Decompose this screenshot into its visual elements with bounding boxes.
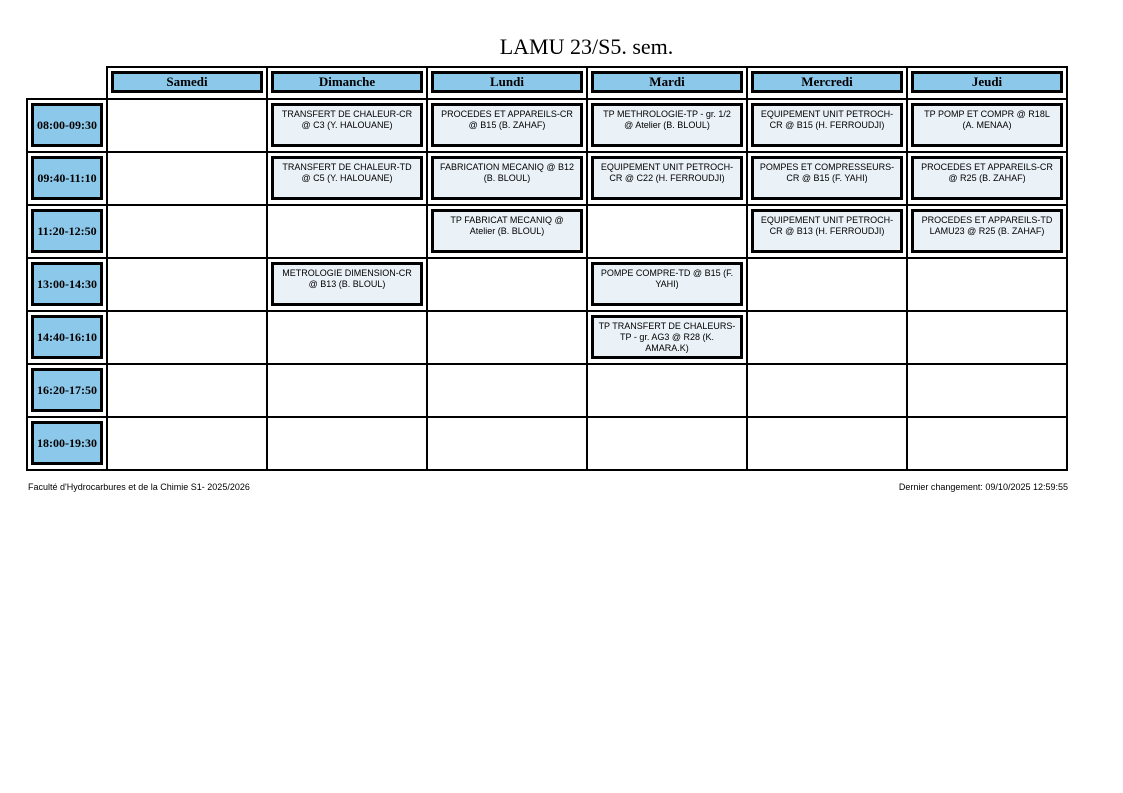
schedule-cell xyxy=(587,311,747,364)
course-block: PROCEDES ET APPAREILS-CR @ B15 (B. ZAHAF) xyxy=(431,103,583,147)
schedule-cell xyxy=(907,258,1067,311)
time-slot-label: 09:40-11:10 xyxy=(31,156,103,200)
schedule-cell xyxy=(427,99,587,152)
schedule-cell xyxy=(427,311,587,364)
time-slot-row xyxy=(27,364,1067,417)
schedule-cell xyxy=(267,99,427,152)
schedule-cell xyxy=(267,311,427,364)
schedule-cell xyxy=(747,99,907,152)
schedule-cell xyxy=(907,417,1067,470)
schedule-cell xyxy=(587,205,747,258)
course-block: EQUIPEMENT UNIT PETROCH-CR @ B13 (H. FERROUDJI) xyxy=(751,209,903,253)
time-slot-label: 11:20-12:50 xyxy=(31,209,103,253)
schedule-cell xyxy=(747,258,907,311)
schedule-cell xyxy=(267,205,427,258)
time-slot-row xyxy=(27,258,1067,311)
day-header-row xyxy=(27,67,1067,99)
schedule-cell xyxy=(587,258,747,311)
schedule-cell xyxy=(587,99,747,152)
day-column-mardi xyxy=(587,67,747,99)
schedule-cell xyxy=(747,205,907,258)
day-header: Lundi xyxy=(431,71,583,93)
footer-faculty: Faculté d'Hydrocarbures et de la Chimie S1- 2025/2026 xyxy=(28,482,250,492)
time-slot-row xyxy=(27,99,1067,152)
time-slot-label: 18:00-19:30 xyxy=(31,421,103,465)
course-block: TP TRANSFERT DE CHALEURS-TP - gr. AG3 @ R28 (K. AMARA.K) xyxy=(591,315,743,359)
schedule-cell xyxy=(267,258,427,311)
course-block: TP POMP ET COMPR @ R18L (A. MENAA) xyxy=(911,103,1063,147)
time-slot-row xyxy=(27,311,1067,364)
course-block: TP FABRICAT MECANIQ @ Atelier (B. BLOUL) xyxy=(431,209,583,253)
schedule-cell xyxy=(747,417,907,470)
schedule-cell xyxy=(587,364,747,417)
time-cell xyxy=(27,258,107,311)
time-slot-row xyxy=(27,205,1067,258)
schedule-cell xyxy=(747,152,907,205)
schedule-cell xyxy=(747,311,907,364)
schedule-cell xyxy=(907,364,1067,417)
course-block: POMPES ET COMPRESSEURS-CR @ B15 (F. YAHI) xyxy=(751,156,903,200)
day-column-jeudi xyxy=(907,67,1067,99)
schedule-cell xyxy=(427,417,587,470)
schedule-cell xyxy=(107,258,267,311)
schedule-cell xyxy=(107,205,267,258)
time-slot-label: 08:00-09:30 xyxy=(31,103,103,147)
time-cell xyxy=(27,364,107,417)
course-block: EQUIPEMENT UNIT PETROCH-CR @ B15 (H. FERROUDJI) xyxy=(751,103,903,147)
schedule-cell xyxy=(427,364,587,417)
schedule-cell xyxy=(907,205,1067,258)
course-block: PROCEDES ET APPAREILS-TD LAMU23 @ R25 (B. ZAHAF) xyxy=(911,209,1063,253)
day-header: Dimanche xyxy=(271,71,423,93)
day-header: Mercredi xyxy=(751,71,903,93)
timetable xyxy=(26,66,1068,471)
course-block: EQUIPEMENT UNIT PETROCH-CR @ C22 (H. FERROUDJI) xyxy=(591,156,743,200)
course-block: TRANSFERT DE CHALEUR-CR @ C3 (Y. HALOUANE) xyxy=(271,103,423,147)
schedule-cell xyxy=(107,311,267,364)
time-slot-label: 13:00-14:30 xyxy=(31,262,103,306)
time-slot-label: 14:40-16:10 xyxy=(31,315,103,359)
day-column-mercredi xyxy=(747,67,907,99)
schedule-cell xyxy=(107,417,267,470)
time-cell xyxy=(27,205,107,258)
schedule-cell xyxy=(747,364,907,417)
day-column-dimanche xyxy=(267,67,427,99)
day-header: Jeudi xyxy=(911,71,1063,93)
course-block: TP METHROLOGIE-TP - gr. 1/2 @ Atelier (B. BLOUL) xyxy=(591,103,743,147)
time-slot-label: 16:20-17:50 xyxy=(31,368,103,412)
course-block: POMPE COMPRE-TD @ B15 (F. YAHI) xyxy=(591,262,743,306)
day-column-lundi xyxy=(427,67,587,99)
schedule-cell xyxy=(107,99,267,152)
course-block: METROLOGIE DIMENSION-CR @ B13 (B. BLOUL) xyxy=(271,262,423,306)
schedule-cell xyxy=(587,152,747,205)
schedule-cell xyxy=(107,152,267,205)
day-header: Samedi xyxy=(111,71,263,93)
schedule-cell xyxy=(267,417,427,470)
schedule-cell xyxy=(587,417,747,470)
day-column-samedi xyxy=(107,67,267,99)
time-cell xyxy=(27,311,107,364)
schedule-cell xyxy=(107,364,267,417)
schedule-cell xyxy=(907,152,1067,205)
day-header: Mardi xyxy=(591,71,743,93)
course-block: FABRICATION MECANIQ @ B12 (B. BLOUL) xyxy=(431,156,583,200)
course-block: PROCEDES ET APPAREILS-CR @ R25 (B. ZAHAF) xyxy=(911,156,1063,200)
time-slot-row xyxy=(27,152,1067,205)
time-cell xyxy=(27,99,107,152)
schedule-cell xyxy=(427,152,587,205)
schedule-cell xyxy=(907,311,1067,364)
time-cell xyxy=(27,417,107,470)
schedule-cell xyxy=(907,99,1067,152)
schedule-cell xyxy=(427,205,587,258)
corner-cell xyxy=(27,67,107,99)
course-block: TRANSFERT DE CHALEUR-TD @ C5 (Y. HALOUANE) xyxy=(271,156,423,200)
schedule-cell xyxy=(267,364,427,417)
schedule-cell xyxy=(427,258,587,311)
time-cell xyxy=(27,152,107,205)
time-slot-row xyxy=(27,417,1067,470)
page-title: LAMU 23/S5. sem. xyxy=(499,34,674,59)
footer-last-change: Dernier changement: 09/10/2025 12:59:55 xyxy=(898,482,1068,492)
schedule-cell xyxy=(267,152,427,205)
